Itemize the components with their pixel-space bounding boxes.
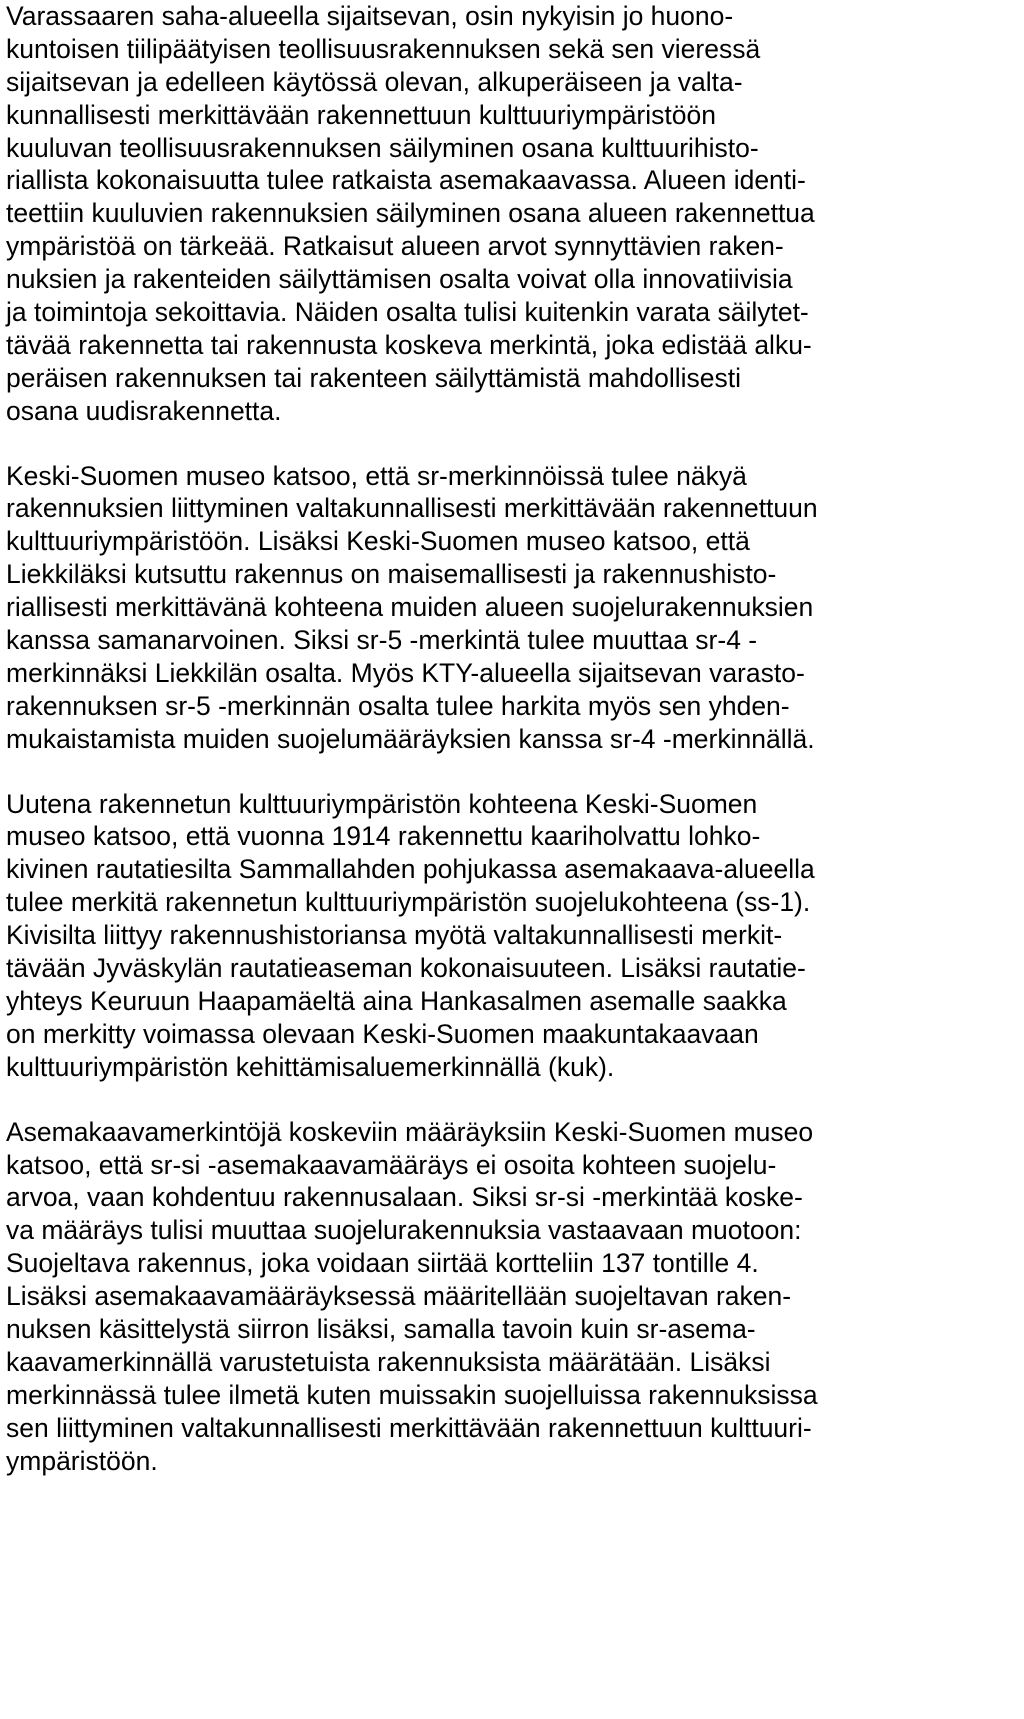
paragraph-kivisilta bbox=[6, 788, 1018, 1084]
text-line: ympäristöä on tärkeää. Ratkaisut alueen arvot synnyttävien raken- bbox=[6, 231, 784, 262]
text-line: kaavamerkinnällä varustetuista rakennuksista määrätään. Lisäksi bbox=[6, 1346, 771, 1377]
text-line: kulttuuriympäristön kehittämisaluemerkinnällä (kuk). bbox=[6, 1051, 615, 1082]
text-line: nuksen käsittelystä siirron lisäksi, samalla tavoin kuin sr-asema- bbox=[6, 1313, 756, 1344]
text-line: Varassaaren saha-alueella sijaitsevan, osin nykyisin jo huono- bbox=[6, 1, 734, 31]
text-line: mukaistamista muiden suojelumääräyksien kanssa sr-4 -merkinnällä. bbox=[6, 723, 815, 754]
text-line: kuntoisen tiilipäätyisen teollisuusrakennuksen sekä sen vieressä bbox=[6, 33, 761, 64]
text-line: kuuluvan teollisuusrakennuksen säilyminen osana kulttuurihisto- bbox=[6, 132, 759, 163]
text-line: kunnallisesti merkittävään rakennettuun kulttuuriympäristöön bbox=[6, 99, 716, 130]
text-line: Lisäksi asemakaavamääräyksessä määritellään suojeltavan raken- bbox=[6, 1281, 792, 1312]
text-line: tävää rakennetta tai rakennusta koskeva merkintä, joka edistää alku- bbox=[6, 329, 812, 360]
text-line: sijaitsevan ja edelleen käytössä olevan, alkuperäiseen ja valta- bbox=[6, 66, 743, 97]
text-line: rakennuksen sr-5 -merkinnän osalta tulee harkita myös sen yhden- bbox=[6, 690, 790, 721]
text-line: riallista kokonaisuutta tulee ratkaista asemakaavassa. Alueen identi- bbox=[6, 165, 806, 196]
text-line: katsoo, että sr-si -asemakaavamääräys ei osoita kohteen suojelu- bbox=[6, 1149, 777, 1180]
text-line: merkinnäksi Liekkilän osalta. Myös KTY-alueella sijaitsevan varasto- bbox=[6, 657, 805, 688]
paragraph-asemakaavamerkinnat bbox=[6, 1116, 1018, 1478]
text-line: tävään Jyväskylän rautatieaseman kokonaisuuteen. Lisäksi rautatie- bbox=[6, 953, 806, 984]
text-line: riallisesti merkittävänä kohteena muiden alueen suojelurakennuksien bbox=[6, 592, 814, 623]
text-line: sen liittyminen valtakunnallisesti merkittävään rakennettuun kulttuuri- bbox=[6, 1412, 812, 1443]
document-page bbox=[6, 0, 1018, 1477]
text-line: kulttuuriympäristöön. Lisäksi Keski-Suomen museo katsoo, että bbox=[6, 526, 750, 557]
text-line: nuksien ja rakenteiden säilyttämisen osalta voivat olla innovatiivisia bbox=[6, 264, 793, 295]
text-line: yhteys Keuruun Haapamäeltä aina Hankasalmen asemalle saakka bbox=[6, 985, 787, 1016]
text-line: Asemakaavamerkintöjä koskeviin määräyksiin Keski-Suomen museo bbox=[6, 1116, 814, 1147]
text-line: Kivisilta liittyy rakennushistoriansa myötä valtakunnallisesti merkit- bbox=[6, 920, 783, 951]
text-line: kanssa samanarvoinen. Siksi sr-5 -merkintä tulee muuttaa sr-4 - bbox=[6, 625, 758, 656]
text-line: Liekkiläksi kutsuttu rakennus on maisemallisesti ja rakennushisto- bbox=[6, 559, 777, 590]
text-line: Keski-Suomen museo katsoo, että sr-merkinnöissä tulee näkyä bbox=[6, 460, 747, 491]
text-line: teettiin kuuluvien rakennuksien säilyminen osana alueen rakennettua bbox=[6, 198, 815, 229]
text-line: arvoa, vaan kohdentuu rakennusalaan. Siksi sr-si -merkintää koske- bbox=[6, 1182, 803, 1213]
text-line: tulee merkitä rakennetun kulttuuriympäristön suojelukohteena (ss-1). bbox=[6, 887, 811, 918]
text-line: Suojeltava rakennus, joka voidaan siirtää kortteliin 137 tontille 4. bbox=[6, 1248, 759, 1279]
text-line: peräisen rakennuksen tai rakenteen säilyttämistä mahdollisesti bbox=[6, 362, 742, 393]
text-line: Uutena rakennetun kulttuuriympäristön kohteena Keski-Suomen bbox=[6, 788, 758, 819]
text-line: merkinnässä tulee ilmetä kuten muissakin suojelluissa rakennuksissa bbox=[6, 1379, 818, 1410]
text-line: rakennuksien liittyminen valtakunnallisesti merkittävään rakennettuun bbox=[6, 493, 818, 524]
text-line: on merkitty voimassa olevaan Keski-Suomen maakuntakaavaan bbox=[6, 1018, 759, 1049]
text-line: museo katsoo, että vuonna 1914 rakennettu kaariholvattu lohko- bbox=[6, 821, 761, 852]
text-line: kivinen rautatiesilta Sammallahden pohjukassa asemakaava-alueella bbox=[6, 854, 815, 885]
text-line: ympäristöön. bbox=[6, 1445, 158, 1476]
paragraph-sr-merkinnat bbox=[6, 460, 1018, 756]
text-line: va määräys tulisi muuttaa suojelurakennuksia vastaavaan muotoon: bbox=[6, 1215, 802, 1246]
paragraph-varassaari bbox=[6, 0, 1018, 428]
text-line: ja toimintoja sekoittavia. Näiden osalta tulisi kuitenkin varata säilytet- bbox=[6, 297, 809, 328]
text-line: osana uudisrakennetta. bbox=[6, 395, 282, 426]
